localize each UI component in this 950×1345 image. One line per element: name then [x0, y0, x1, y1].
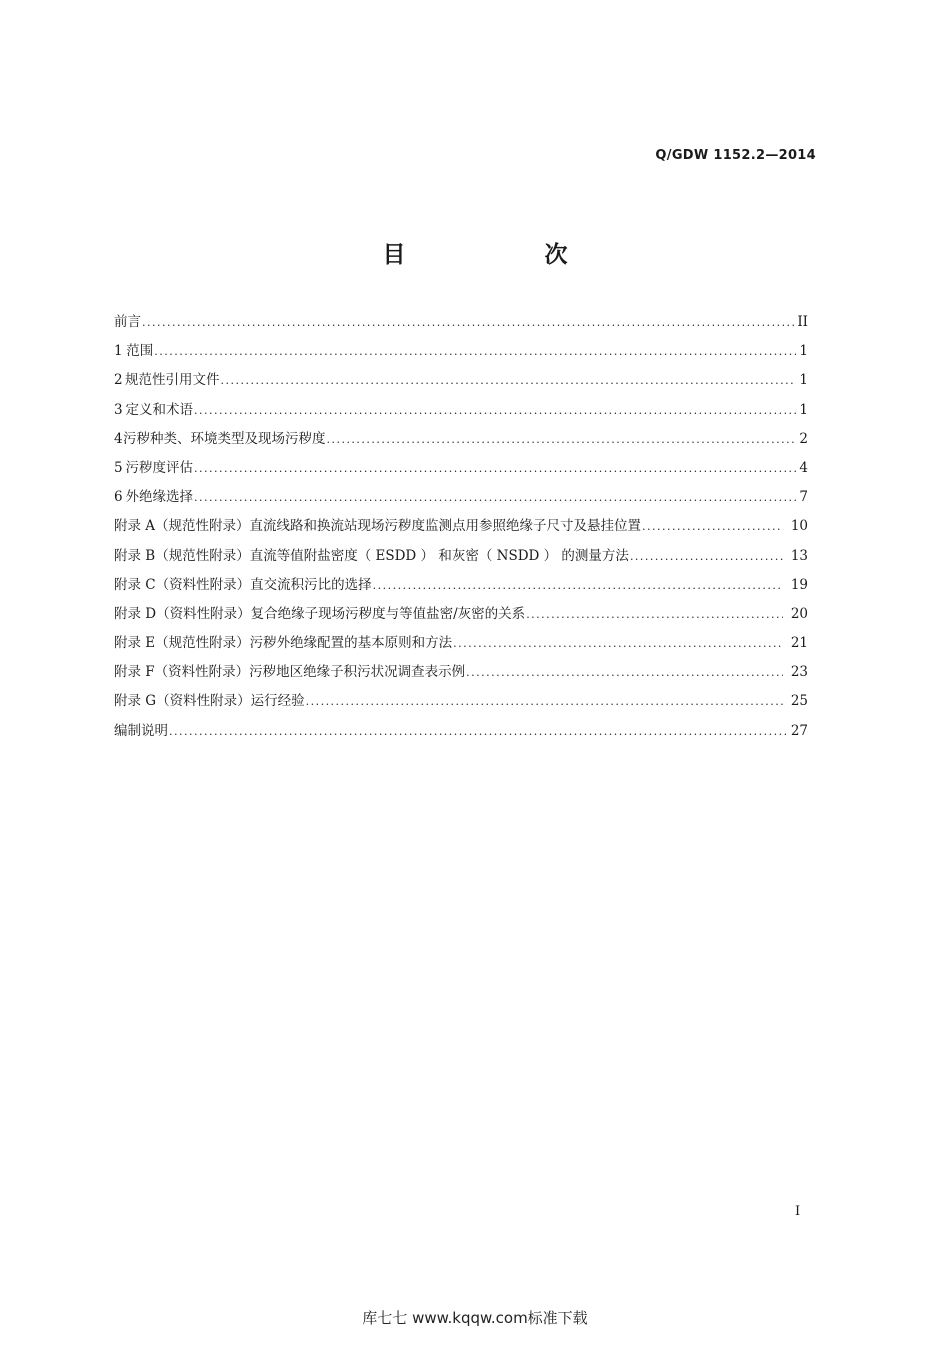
toc-entry-label: 规范性引用文件 [124, 372, 220, 389]
toc-entry-label: 外绝缘选择 [125, 489, 193, 506]
toc-leader-dots [642, 520, 783, 533]
toc-entry-label: 前言 [114, 314, 141, 330]
toc-page-number: 10 [790, 518, 808, 535]
toc-appendix-a[interactable] [114, 514, 808, 543]
toc-page-number: 1 [799, 372, 808, 389]
toc-leader-dots [453, 637, 783, 650]
page-number: I [795, 1204, 801, 1219]
toc-entry-label: 污秽度评估 [125, 459, 193, 476]
toc-page-number: 13 [790, 547, 808, 564]
toc-section-number: 5 [114, 459, 123, 476]
toc-entry-foreword[interactable] [114, 310, 808, 339]
toc-entry-4[interactable] [114, 427, 808, 456]
toc-appendix-e[interactable] [114, 631, 808, 660]
toc-section-number: 1 [114, 343, 123, 360]
toc-leader-dots [194, 404, 796, 417]
toc-entry-label: 直流等值附盐密度（ ESDD ） 和灰密（ NSDD ） 的测量方法 [249, 547, 629, 564]
toc-appendix-g[interactable] [114, 689, 808, 718]
toc-entry-3[interactable] [114, 398, 808, 427]
toc-appendix-b[interactable] [114, 544, 808, 573]
toc-leader-dots [194, 491, 796, 504]
toc-appendix-label: 附录 D（资料性附录） [114, 605, 251, 622]
toc-appendix-d[interactable] [114, 602, 808, 631]
toc-page-number: 4 [799, 459, 808, 476]
toc-leader-dots [630, 550, 783, 563]
toc-appendix-label: 附录 A（规范性附录） [114, 518, 250, 535]
toc-leader-dots [526, 608, 783, 621]
toc-leader-dots [154, 345, 796, 358]
toc-entry-label: 定义和术语 [125, 401, 193, 418]
toc-page-number: 27 [790, 722, 808, 739]
toc-page-number: 20 [790, 605, 808, 622]
toc-page-number: 1 [799, 401, 808, 418]
toc-appendix-label: 附录 G（资料性附录） [114, 693, 251, 710]
toc-appendix-label: 附录 E（规范性附录） [114, 635, 250, 652]
toc-entry-compilation-notes[interactable] [114, 719, 808, 748]
toc-section-number: 4 [114, 430, 123, 447]
toc-section-number: 6 [114, 489, 123, 506]
toc-appendix-label: 附录 F（资料性附录） [114, 664, 250, 681]
toc-entry-label: 编制说明 [114, 722, 168, 739]
toc-entry-label: 运行经验 [250, 693, 305, 710]
toc-entry-label: 污秽种类、环境类型及现场污秽度 [122, 430, 326, 447]
toc-leader-dots [326, 433, 796, 446]
toc-entry-label: 污秽外绝缘配置的基本原则和方法 [249, 635, 453, 652]
page-title: 目 次 [382, 242, 626, 268]
toc-section-number: 2 [114, 372, 123, 389]
toc-entry-label: 直交流积污比的选择 [250, 576, 372, 593]
toc-leader-dots [194, 462, 796, 475]
toc-entry-label: 范围 [126, 343, 154, 360]
toc-appendix-label: 附录 B（规范性附录） [114, 547, 250, 564]
toc-appendix-f[interactable] [114, 660, 808, 689]
toc-entry-2[interactable] [114, 368, 808, 397]
toc-entry-6[interactable] [114, 485, 808, 514]
toc-leader-dots [306, 695, 783, 708]
toc-page-number: 7 [799, 489, 808, 506]
toc-appendix-label: 附录 C（资料性附录） [114, 576, 251, 593]
table-of-contents [114, 310, 808, 748]
toc-entry-1[interactable] [114, 339, 808, 368]
toc-page-number: 21 [790, 635, 808, 652]
toc-page-number: 23 [790, 664, 808, 681]
toc-leader-dots [169, 725, 789, 738]
toc-appendix-c[interactable] [114, 573, 808, 602]
toc-entry-label: 污秽地区绝缘子积污状况调查表示例 [249, 664, 466, 681]
toc-section-number: 3 [114, 401, 123, 418]
toc-page-number: II [797, 314, 808, 330]
toc-page-number: 19 [790, 576, 808, 593]
toc-leader-dots [142, 316, 795, 329]
toc-leader-dots [466, 666, 783, 679]
toc-entry-label: 复合绝缘子现场污秽度与等值盐密/灰密的关系 [250, 605, 526, 622]
toc-entry-5[interactable] [114, 456, 808, 485]
toc-leader-dots [373, 579, 783, 592]
toc-page-number: 1 [799, 343, 808, 360]
toc-page-number: 2 [799, 430, 808, 447]
standard-code: Q/GDW 1152.2—2014 [655, 148, 816, 163]
toc-leader-dots [220, 374, 796, 387]
toc-entry-label: 直流线路和换流站现场污秽度监测点用参照绝缘子尺寸及悬挂位置 [249, 518, 642, 535]
footer-watermark-text: 库七七 www.kqqw.com标准下载 [362, 1309, 588, 1327]
toc-page-number: 25 [790, 693, 808, 710]
